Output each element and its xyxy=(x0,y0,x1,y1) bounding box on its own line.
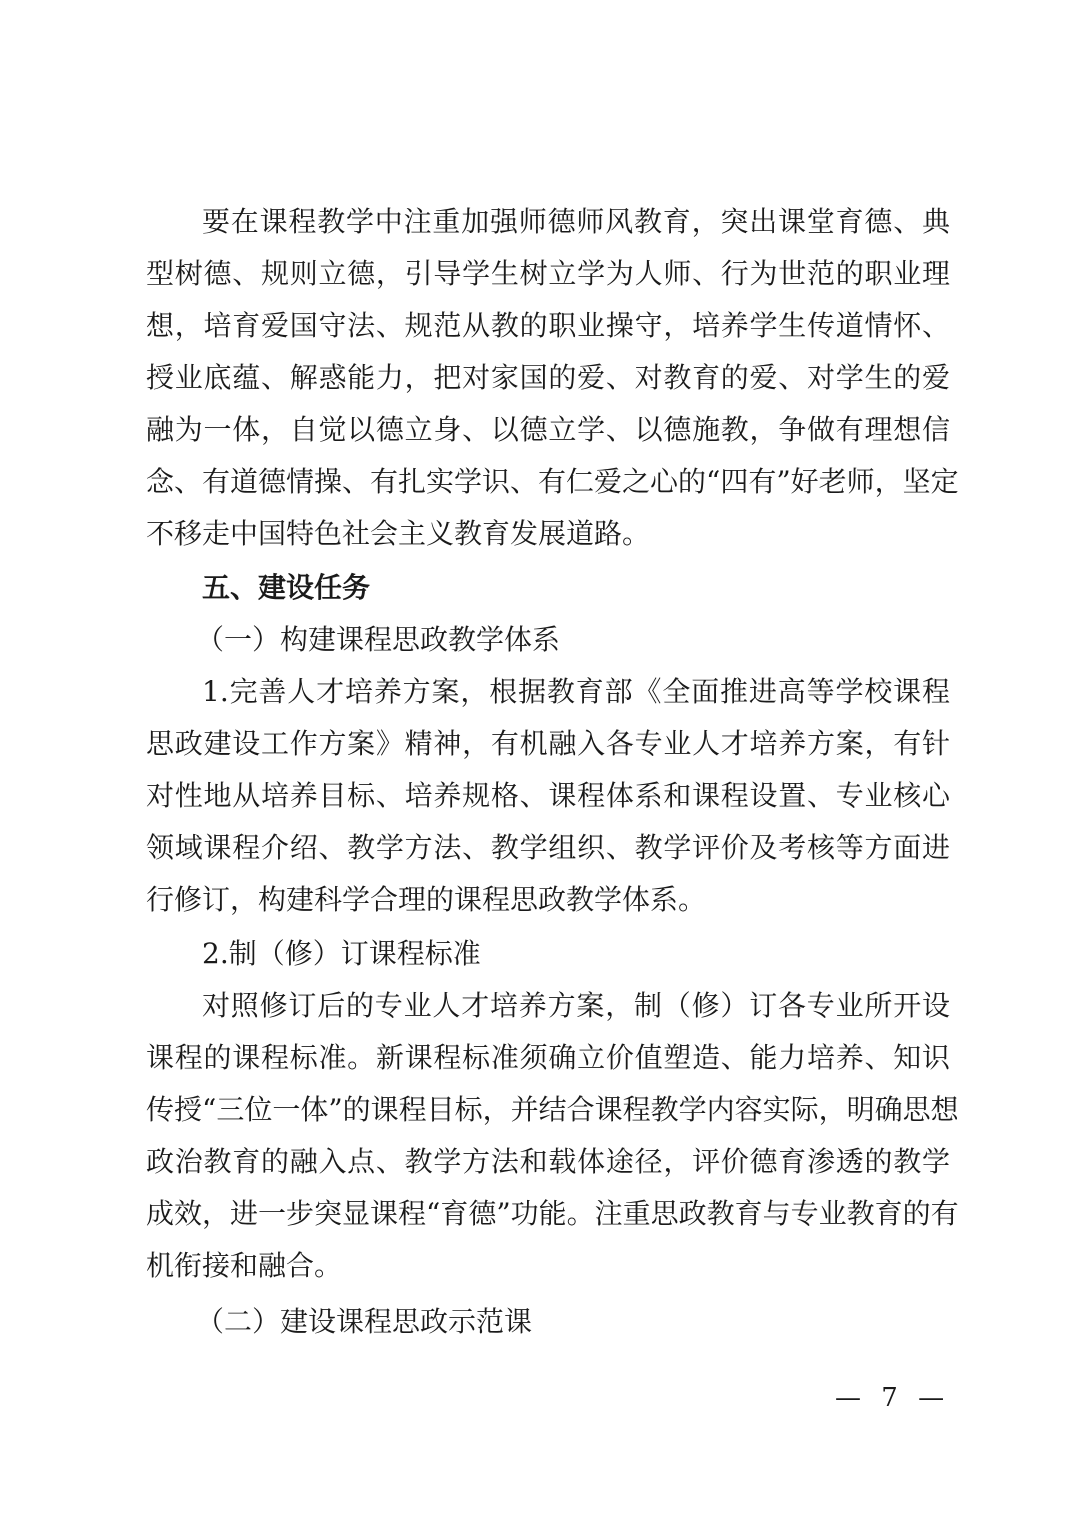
paragraph-line: 领域课程介绍、教学方法、教学组织、教学评价及考核等方面进 xyxy=(146,831,950,864)
paragraph-line: 不移走中国特色社会主义教育发展道路。 xyxy=(146,517,651,550)
paragraph-line: 行修订，构建科学合理的课程思政教学体系。 xyxy=(146,883,707,916)
subsection-heading: （二）建设课程思政示范课 xyxy=(196,1305,533,1338)
paragraph-line: 对照修订后的专业人才培养方案，制（修）订各专业所开设 xyxy=(202,989,950,1022)
paragraph-line: 课程的课程标准。新课程标准须确立价值塑造、能力培养、知识 xyxy=(146,1041,950,1074)
paragraph-line: 思政建设工作方案》精神，有机融入各专业人才培养方案，有针 xyxy=(146,727,950,760)
paragraph-line: 型树德、规则立德，引导学生树立学为人师、行为世范的职业理 xyxy=(146,257,950,290)
paragraph-line: 想，培育爱国守法、规范从教的职业操守，培养学生传道情怀、 xyxy=(146,309,950,342)
paragraph-line: 传授“三位一体”的课程目标，并结合课程教学内容实际，明确思想 xyxy=(146,1093,959,1126)
page-number: — 7 — xyxy=(835,1383,951,1413)
paragraph-line: 对性地从培养目标、培养规格、课程体系和课程设置、专业核心 xyxy=(146,779,950,812)
paragraph-line: 念、有道德情操、有扎实学识、有仁爱之心的“四有”好老师，坚定 xyxy=(146,465,959,498)
paragraph-line: 机衔接和融合。 xyxy=(146,1249,343,1282)
section-heading: 五、建设任务 xyxy=(202,571,371,604)
subsection-heading: （一）构建课程思政教学体系 xyxy=(196,623,561,656)
paragraph-line: 成效，进一步突显课程“育德”功能。注重思政教育与专业教育的有 xyxy=(146,1197,959,1230)
paragraph-line: 融为一体，自觉以德立身、以德立学、以德施教，争做有理想信 xyxy=(146,413,950,446)
paragraph-line: 要在课程教学中注重加强师德师风教育，突出课堂育德、典 xyxy=(202,205,950,238)
paragraph-line: 1.完善人才培养方案，根据教育部《全面推进高等学校课程 xyxy=(202,675,950,708)
item-heading: 2.制（修）订课程标准 xyxy=(202,937,481,970)
paragraph-line: 政治教育的融入点、教学方法和载体途径，评价德育渗透的教学 xyxy=(146,1145,950,1178)
paragraph-line: 授业底蕴、解惑能力，把对家国的爱、对教育的爱、对学生的爱 xyxy=(146,361,950,394)
